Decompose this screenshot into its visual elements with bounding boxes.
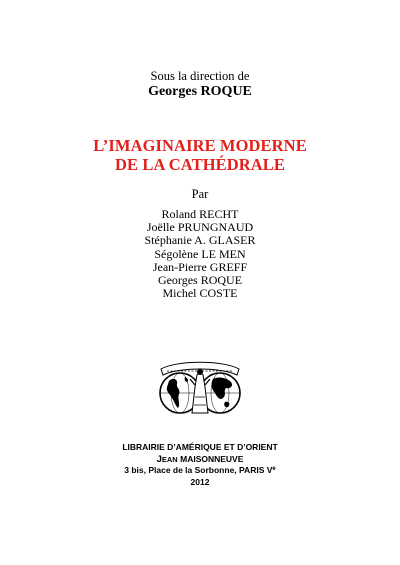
author-name: Ségolène LE MEN xyxy=(154,246,246,261)
author-name: Joëlle PRUNGNAUD xyxy=(146,220,254,235)
publication-year: 2012 xyxy=(190,476,210,487)
book-title-line-1: L’IMAGINAIRE MODERNE xyxy=(93,136,307,155)
author-name: Roland RECHT xyxy=(161,207,239,221)
author-name: Jean-Pierre GREFF xyxy=(152,259,248,274)
publisher-block xyxy=(0,442,400,488)
publisher-name: LIBRAIRIE D’AMÉRIQUE ET D’ORIENT xyxy=(122,442,278,452)
book-title xyxy=(0,136,400,174)
editor-name: Georges ROQUE xyxy=(148,84,252,99)
author-name: Stéphanie A. GLASER xyxy=(144,233,256,248)
author-name: Michel COSTE xyxy=(162,286,238,301)
author-name: Georges ROQUE xyxy=(157,273,243,288)
publisher-address: 3 bis, Place de la Sorbonne, PARIS Ve xyxy=(124,465,276,475)
book-title-line-2: DE LA CATHÉDRALE xyxy=(115,155,285,174)
publisher-globe-emblem-icon xyxy=(157,357,243,423)
by-label: Par xyxy=(191,187,209,201)
authors-list xyxy=(0,208,400,300)
publisher-imprint: JEAN MAISONNEUVE xyxy=(156,453,244,465)
direction-line: Sous la direction de xyxy=(150,69,250,83)
